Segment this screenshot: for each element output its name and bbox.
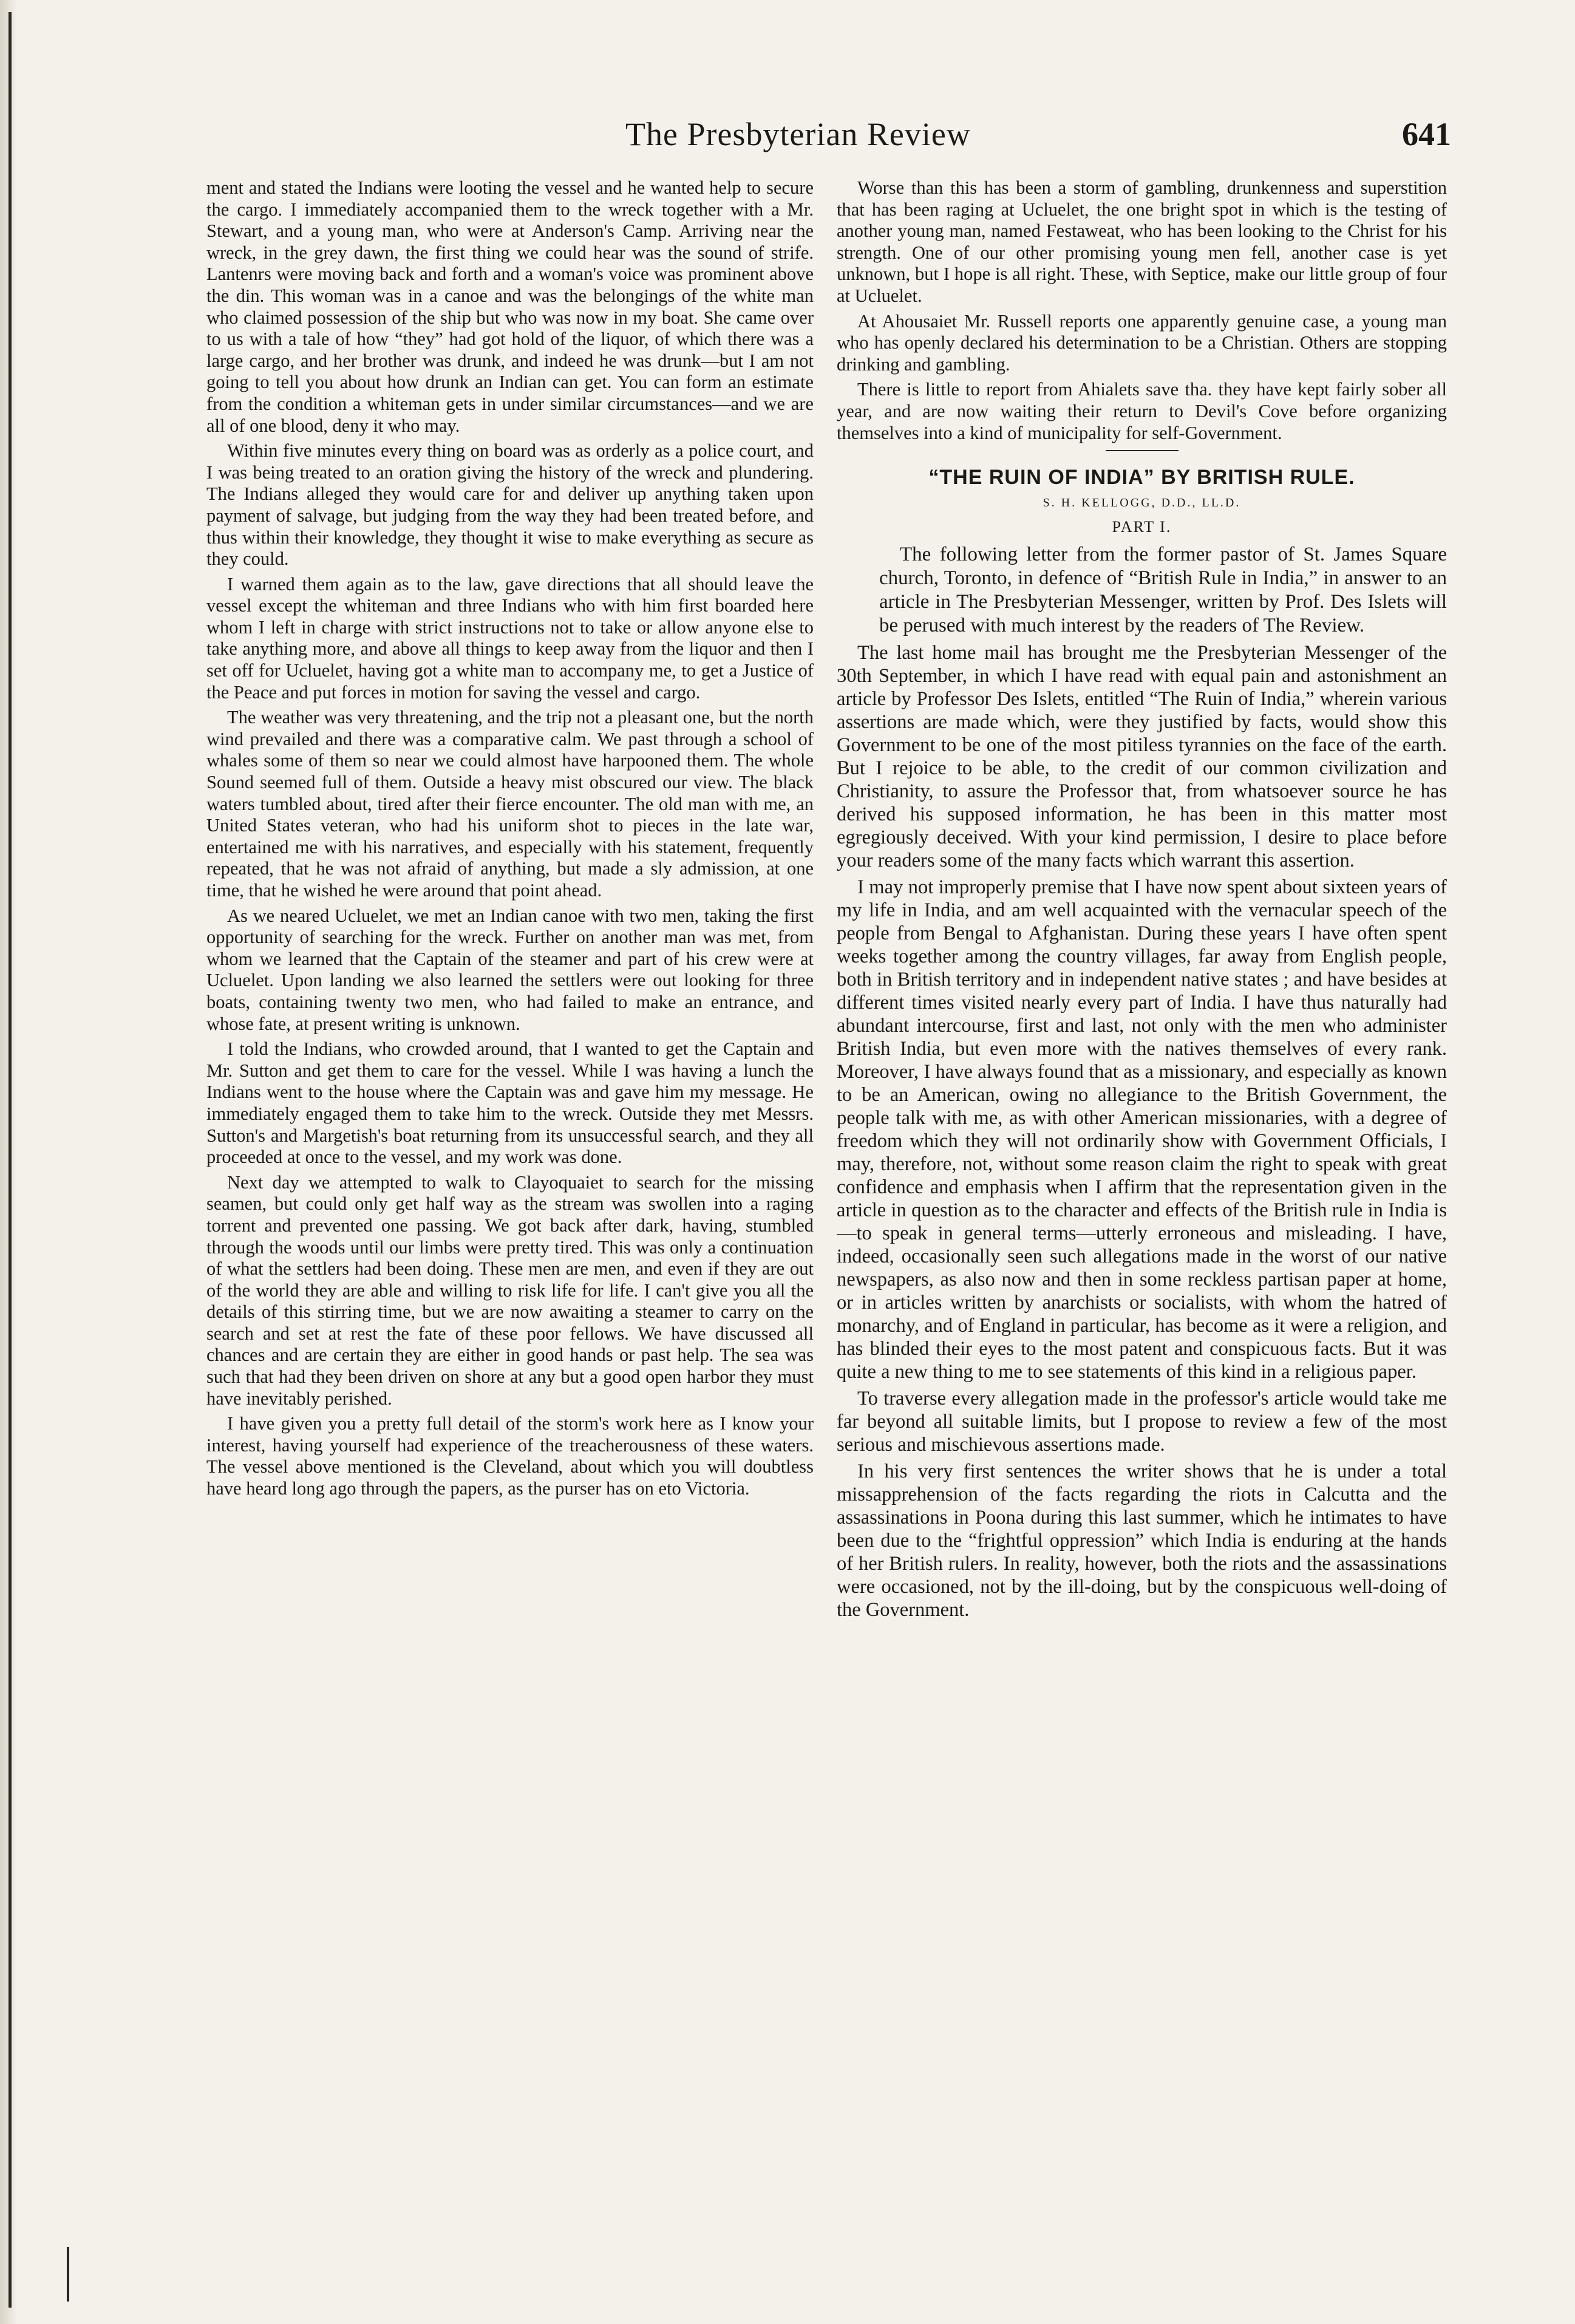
paragraph: I told the Indians, who crowded around, that I wanted to get the Captain and Mr. Sutton and get them to care for the vessel. While I was having a lunch the Indians went to the house where the Captain was and gave him my message. He immediately engaged them to take him to the wreck. Outside they met Messrs. Sutton's and Margetish's boat returning from its unsuccessful search, and they all proceeded at once to the vessel, and my work was done. [206, 1038, 814, 1168]
article-body [837, 641, 1447, 1621]
journal-title: The Presbyterian Review [625, 116, 971, 152]
section-divider [1106, 450, 1179, 451]
article-part-label: PART I. [1112, 518, 1172, 536]
paragraph: Worse than this has been a storm of gambling, drunkenness and superstition that has been raging at Ucluelet, the one bright spot in which is the testing of another young man, named Festaweat, who has been looking to the Christ for his strength. One of our other promising young men fell, another case is yet unknown, but I hope is all right. These, with Septice, make our little group of four at Ucluelet. [837, 177, 1447, 306]
article-byline: S. H. KELLOGG, D.D., LL.D. [1043, 496, 1241, 509]
paragraph: At Ahousaiet Mr. Russell reports one apparently genuine case, a young man who has openly declared his determination to be a Christian. Others are stopping drinking and gambling. [837, 310, 1447, 375]
paragraph: To traverse every allegation made in the professor's article would take me far beyond all suitable limits, but I propose to review a few of the most serious and mischievous assertions made. [837, 1387, 1447, 1456]
binding-edge-line [9, 12, 12, 2308]
right-column [837, 177, 1447, 2254]
page-header [625, 115, 1451, 158]
paragraph: I may not improperly premise that I have now spent about sixteen years of my life in India, and am well acquainted with the vernacular speech of the people from Bengal to Afghanistan. During these years I have often spent weeks together among the country villages, far away from English people, both in British territory and in independent native states ; and have besides at different times visited nearly every part of India. I have thus naturally had abundant intercourse, first and last, not only with the men who administer British India, but even more with the natives themselves of every rank. Moreover, I have always found that as a missionary, and especially as known to be an American, owing no allegiance to the British Government, the people talk with me, as with other American missionaries, with a degree of freedom which they will not ordinarily show with Government Officials, I may, therefore, not, without some reason claim the right to speak with great confidence and emphasis when I affirm that the representation given in the article in question as to the character and effects of the British rule in India is—to speak in general terms—utterly erroneous and misleading. I have, indeed, occasionally seen such allegations made in the worst of our native newspapers, as also now and then in some reckless partisan paper at home, or in articles written by anarchists or socialists, with whom the hatred of monarchy, and of England in particular, has become as it were a religion, and has blinded their eyes to the most patent and conspicuous facts. But it was quite a new thing to me to see statements of this kind in a religious paper. [837, 876, 1447, 1383]
paragraph: In his very first sentences the writer shows that he is under a total missapprehension of the facts regarding the riots in Calcutta and the assassinations in Poona during this last summer, which he intimates to have been due to the “frightful oppression” which India is enduring at the hands of her British rulers. In reality, however, both the riots and the assassinations were occasioned, not by the ill-doing, but by the conspicuous well-doing of the Government. [837, 1460, 1447, 1621]
paragraph: As we neared Ucluelet, we met an Indian canoe with two men, taking the first opportunity of searching for the wreck. Further on another man was met, from whom we learned that the Captain of the steamer and part of his crew were at Ucluelet. Upon landing we also learned the settlers were out looking for three boats, containing twenty two men, who had failed to make an entrance, and whose fate, at present writing is unknown. [206, 905, 814, 1034]
article-title: “THE RUIN OF INDIA” BY BRITISH RULE. [928, 466, 1355, 489]
paragraph: I warned them again as to the law, gave directions that all should leave the vessel except the whiteman and three Indians who with him first boarded here whom I left in charge with strict instructions not to take or allow anyone else to take anything more, and above all things to keep away from the liquor and then I set off for Ucluelet, having got a white man to accompany me, to get a Justice of the Peace and put forces in motion for saving the vessel and cargo. [206, 573, 814, 703]
paragraph: Within five minutes every thing on board was as orderly as a police court, and I was being treated to an oration giving the history of the wreck and plundering. The Indians alleged they would care for and deliver up anything taken upon payment of salvage, but judging from the way they had been treated before, and thus within their knowledge, they thought it wise to make everything as secure as they could. [206, 440, 814, 570]
margin-mark [67, 2247, 69, 2302]
paragraph: Next day we attempted to walk to Clayoquaiet to search for the missing seamen, but could only get half way as the stream was swollen into a raging torrent and prevented one passing. We got back after dark, having, stumbled through the woods until our limbs were pretty tired. This was only a continuation of what the settlers had been doing. These men are men, and even if they are out of the world they are able and willing to risk life for life. I can't give you all the details of this stirring time, but we are now awaiting a steamer to carry on the search and set at rest the fate of these poor fellows. We have discussed all chances and are certain they are either in good hands or past help. The sea was such that had they been driven on shore at any but a good open harbor they must have inevitably perished. [206, 1171, 814, 1409]
paragraph: The last home mail has brought me the Presbyterian Messenger of the 30th September, in which I have read with equal pain and astonishment an article by Professor Des Islets, entitled “The Ruin of India,” wherein various assertions are made which, were they justified by facts, would show this Government to be one of the most pitiless tyrannies on the face of the earth. But I rejoice to be able, to the credit of our common civilization and Christianity, to assure the Professor that, from whatsoever source he has derived his supposed information, he has been in this matter most egregiously deceived. With your kind permission, I desire to place before your readers some of the many facts which warrant this assertion. [837, 641, 1447, 871]
page-number: 641 [1402, 116, 1451, 152]
paragraph: ment and stated the Indians were looting the vessel and he wanted help to secure the cargo. I immediately accompanied them to the wreck together with a Mr. Stewart, and a young man, who were at Anderson's Camp. Arriving near the wreck, in the grey dawn, the first thing we could hear was the sound of strife. Lantenrs were moving back and forth and a woman's voice was prominent above the din. This woman was in a canoe and was the belongings of the white man who claimed possession of the ship but who was now in my boat. She came over to us with a tale of how “they” had got hold of the liquor, of which there was a large cargo, and her brother was drunk, and indeed he was drunk—but I am not going to tell you about how drunk an Indian can get. You can form an estimate from the condition a whiteman gets in under similar circumstances—and we are all of one blood, deny it who may. [206, 177, 814, 436]
paragraph: I have given you a pretty full detail of the storm's work here as I know your interest, having yourself had experience of the treacherousness of these waters. The vessel above mentioned is the Cleveland, about which you will doubtless have heard long ago through the papers, as the purser has on eto Victoria. [206, 1413, 814, 1499]
article-intro: The following letter from the former pastor of St. James Square church, Toronto, in defence of “British Rule in India,” in answer to an article in The Presbyterian Messenger, written by Prof. Des Islets will be perused with much interest by the readers of The Review. [879, 543, 1447, 636]
paragraph: The weather was very threatening, and the trip not a pleasant one, but the north wind prevailed and there was a comparative calm. We past through a school of whales some of them so near we could almost have harpooned them. The whole Sound seemed full of them. Outside a heavy mist obscured our view. The black waters tumbled about, tired after their fierce encounter. The old man with me, an United States veteran, who had his uniform shot to pieces in the late war, entertained me with his narratives, and especially with his statement, frequently repeated, that he was not afraid of anything, but made a sly admission, at one time, that he wished he were around that point ahead. [206, 707, 814, 901]
left-column [206, 177, 814, 2254]
paragraph: There is little to report from Ahialets save tha. they have kept fairly sober all year, and are now waiting their return to Devil's Cove before organizing themselves into a kind of municipality for self-Government. [837, 379, 1447, 443]
